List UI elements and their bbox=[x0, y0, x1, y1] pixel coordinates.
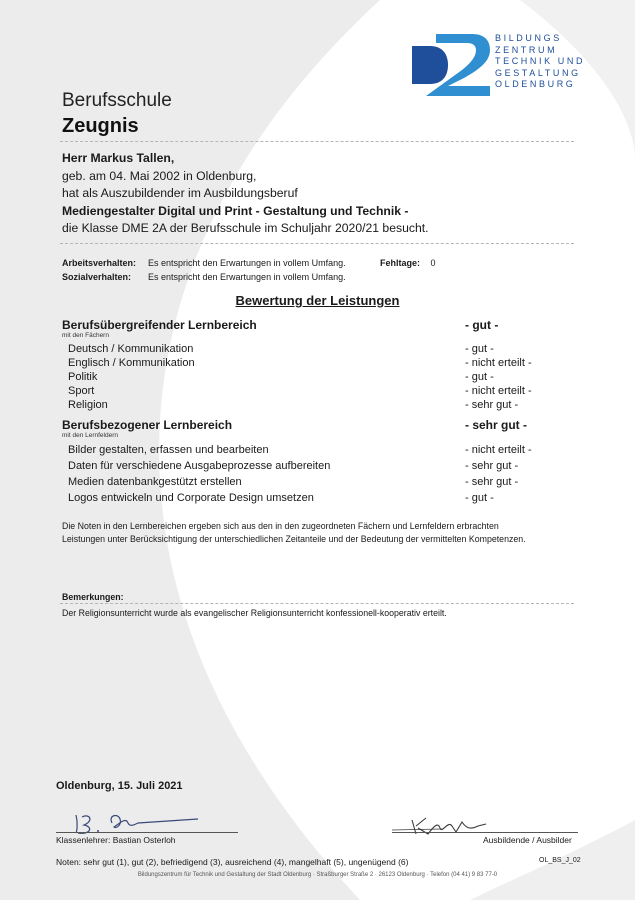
student-info bbox=[62, 150, 429, 238]
subject-grade: - nicht erteilt - bbox=[465, 385, 532, 397]
subject-name: Deutsch / Kommunikation bbox=[68, 343, 194, 355]
area-grade: - sehr gut - bbox=[465, 418, 527, 432]
work-behavior bbox=[62, 258, 136, 268]
student-name: Herr Markus Tallen, bbox=[62, 151, 175, 165]
signature-line-teacher bbox=[56, 832, 238, 833]
school-name: Berufsschule bbox=[62, 90, 172, 111]
area-subtitle: mit den Fächern bbox=[62, 332, 109, 339]
subject-name: Englisch / Kommunikation bbox=[68, 357, 195, 369]
grading-scale: Noten: sehr gut (1), gut (2), befriedigend (3), ausreichend (4), mangelhaft (5), ungenügend (6) bbox=[56, 857, 409, 867]
logo-line: BILDUNGS bbox=[495, 33, 562, 43]
remarks-title: Bemerkungen: bbox=[62, 592, 124, 602]
area-title: Berufsübergreifender Lernbereich bbox=[62, 318, 257, 332]
teacher-label: Klassenlehrer: Bastian Osterloh bbox=[56, 835, 176, 845]
learning-field-grade: - sehr gut - bbox=[465, 476, 519, 488]
logo-line: TECHNIK UND bbox=[495, 56, 586, 67]
subject-grade: - gut - bbox=[465, 371, 494, 383]
learning-field-name: Daten für verschiedene Ausgabeprozesse aufbereiten bbox=[68, 460, 331, 472]
absence-label: Fehltage: bbox=[380, 258, 421, 268]
document-reference: OL_BS_J_02 bbox=[539, 857, 581, 864]
subject-name: Sport bbox=[68, 385, 95, 397]
learning-field-grade: - nicht erteilt - bbox=[465, 444, 532, 456]
subject-name: Religion bbox=[68, 399, 108, 411]
divider bbox=[60, 603, 574, 604]
divider bbox=[60, 141, 574, 142]
learning-field-grade: - gut - bbox=[465, 492, 494, 504]
trainer-label: Ausbildende / Ausbilder bbox=[483, 835, 572, 845]
grading-note-line: Die Noten in den Lernbereichen ergeben sich aus den in den zugeordneten Fächern und Lernfeldern erbrachten bbox=[62, 521, 499, 531]
grading-note-line: Leistungen unter Berücksichtigung der unterschiedlichen Zeitanteile und der Bedeutung der vermittelten Kompetenzen. bbox=[62, 533, 526, 544]
logo-line: ZENTRUM bbox=[495, 44, 558, 55]
absence-days bbox=[380, 258, 436, 268]
profession: Mediengestalter Digital und Print - Gestaltung und Technik - bbox=[62, 203, 409, 218]
learning-field-grade: - sehr gut - bbox=[465, 460, 519, 472]
grading-note bbox=[62, 520, 582, 545]
logo-mark bbox=[412, 34, 490, 96]
divider bbox=[60, 243, 574, 244]
subject-grade: - nicht erteilt - bbox=[465, 357, 532, 369]
learning-field-name: Bilder gestalten, erfassen und bearbeiten bbox=[68, 444, 269, 456]
class-info: die Klasse DME 2A der Berufsschule im Schuljahr 2020/21 besucht. bbox=[62, 221, 429, 236]
social-behavior bbox=[62, 272, 131, 282]
logo-line: OLDENBURG bbox=[495, 79, 576, 90]
remarks-text: Der Religionsunterricht wurde als evangelischer Religionsunterricht konfessionell-kooperativ erteilt. bbox=[62, 608, 447, 618]
social-behavior-value: Es entspricht den Erwartungen in vollem Umfang. bbox=[148, 272, 346, 282]
document-title: Zeugnis bbox=[62, 115, 139, 137]
area-subtitle: mit den Lernfeldern bbox=[62, 432, 119, 439]
signature-line-trainer bbox=[392, 832, 578, 833]
area-grade: - gut - bbox=[465, 318, 499, 332]
subject-name: Politik bbox=[68, 371, 98, 383]
work-behavior-label: Arbeitsverhalten: bbox=[62, 258, 137, 268]
assessment-heading bbox=[0, 292, 635, 310]
learning-field-name: Logos entwickeln und Corporate Design umsetzen bbox=[68, 492, 314, 504]
place-date: Oldenburg, 15. Juli 2021 bbox=[56, 780, 183, 792]
assessment-title: Bewertung der Leistungen bbox=[235, 293, 400, 308]
area-title: Berufsbezogener Lernbereich bbox=[62, 418, 233, 432]
learning-field-name: Medien datenbankgestützt erstellen bbox=[68, 476, 242, 488]
subject-grade: - gut - bbox=[465, 343, 494, 355]
intro-text: hat als Auszubildender im Ausbildungsberuf bbox=[62, 186, 298, 201]
logo-wordmark bbox=[495, 33, 585, 91]
logo-line: GESTALTUNG bbox=[495, 67, 581, 78]
subject-grade: - sehr gut - bbox=[465, 399, 519, 411]
absence-value: 0 bbox=[430, 258, 436, 268]
birth-info: geb. am 04. Mai 2002 in Oldenburg, bbox=[62, 168, 257, 183]
footer-address: Bildungszentrum für Technik und Gestaltung der Stadt Oldenburg · Straßburger Straße 2 · 26123 Oldenburg · Telefon (04 41) 9 83 77-0 bbox=[137, 872, 498, 878]
work-behavior-value: Es entspricht den Erwartungen in vollem Umfang. bbox=[148, 258, 346, 268]
social-behavior-label: Sozialverhalten: bbox=[62, 272, 132, 282]
